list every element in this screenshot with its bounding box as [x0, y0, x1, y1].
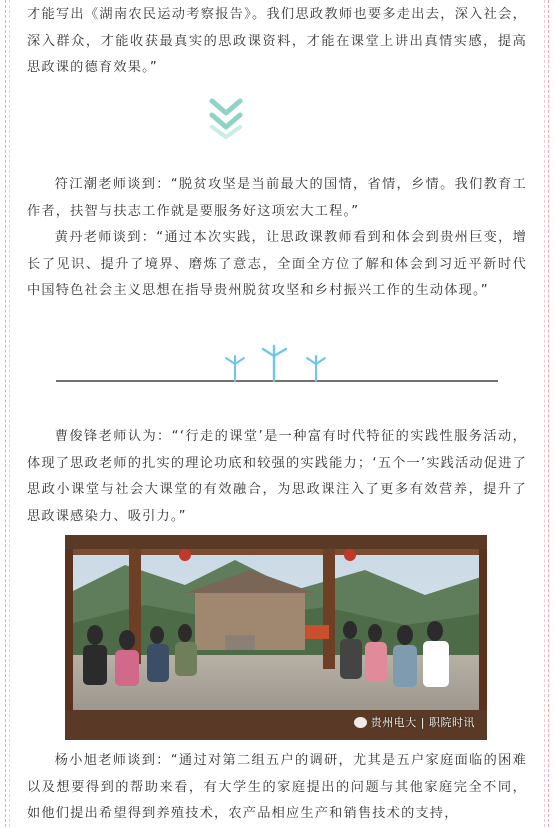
photo-watermark [354, 714, 475, 730]
paragraph-yang-xiaoxu: 杨小旭老师谈到：“通过对第二组五户的调研，尤其是五户家庭面临的困难以及想要得到的帮助来看，有大学生的家庭提出的问题与其他家庭完全不同，如他们提出希望得到养殖技术，农产品相应生产和销售技术的支持， [27, 753, 527, 821]
paragraph-cao-junfeng: 曹俊锋老师认为：“‘行走的课堂’是一种富有时代特征的实践性服务活动，体现了思政老师的扎实的理论功底和较强的实践能力；‘五个一’实践活动促进了思政小课堂与社会大课堂的有效融合，为思政课注入了更多有效营养，提升了思政课感染力、吸引力。” [27, 429, 527, 524]
paragraph-huang-dan: 黄丹老师谈到：“通过本次实践，让思政课教师看到和体会到贵州巨变，增长了见识、提升了境界、磨炼了意志，全面全方位了解和体会到习近平新时代中国特色社会主义思想在指导贵州脱贫攻坚和乡村振兴工作的生动体现。” [27, 230, 527, 298]
double-chevron-down-icon [208, 97, 244, 141]
paragraph-quote-end: 才能写出《湖南农民运动考察报告》。我们思政教师也要多走出去，深入社会，深入群众，才能收获最真实的思政课资料，才能在课堂上讲出真情实感，提高思政课的德育效果。” [27, 7, 527, 75]
wind-turbine-icon [263, 346, 286, 381]
page-border-right [548, 0, 549, 827]
wind-turbine-icon [307, 356, 325, 381]
page-border-left [5, 0, 6, 827]
watermark-text: 贵州电大 | 职院时讯 [370, 716, 475, 729]
wind-turbine-icon [226, 356, 244, 381]
wind-turbine-divider [56, 340, 498, 384]
paragraph-fu-jiangchao: 符江潮老师谈到：“脱贫攻坚是当前最大的国情，省情，乡情。我们教育工作者，扶智与扶志工作就是要服务好这项宏大工程。” [27, 177, 527, 219]
page-border-right-inner [544, 0, 545, 827]
page-border-left-inner [9, 0, 10, 827]
wechat-icon [354, 717, 367, 728]
photo-pavilion-meeting [65, 535, 487, 740]
